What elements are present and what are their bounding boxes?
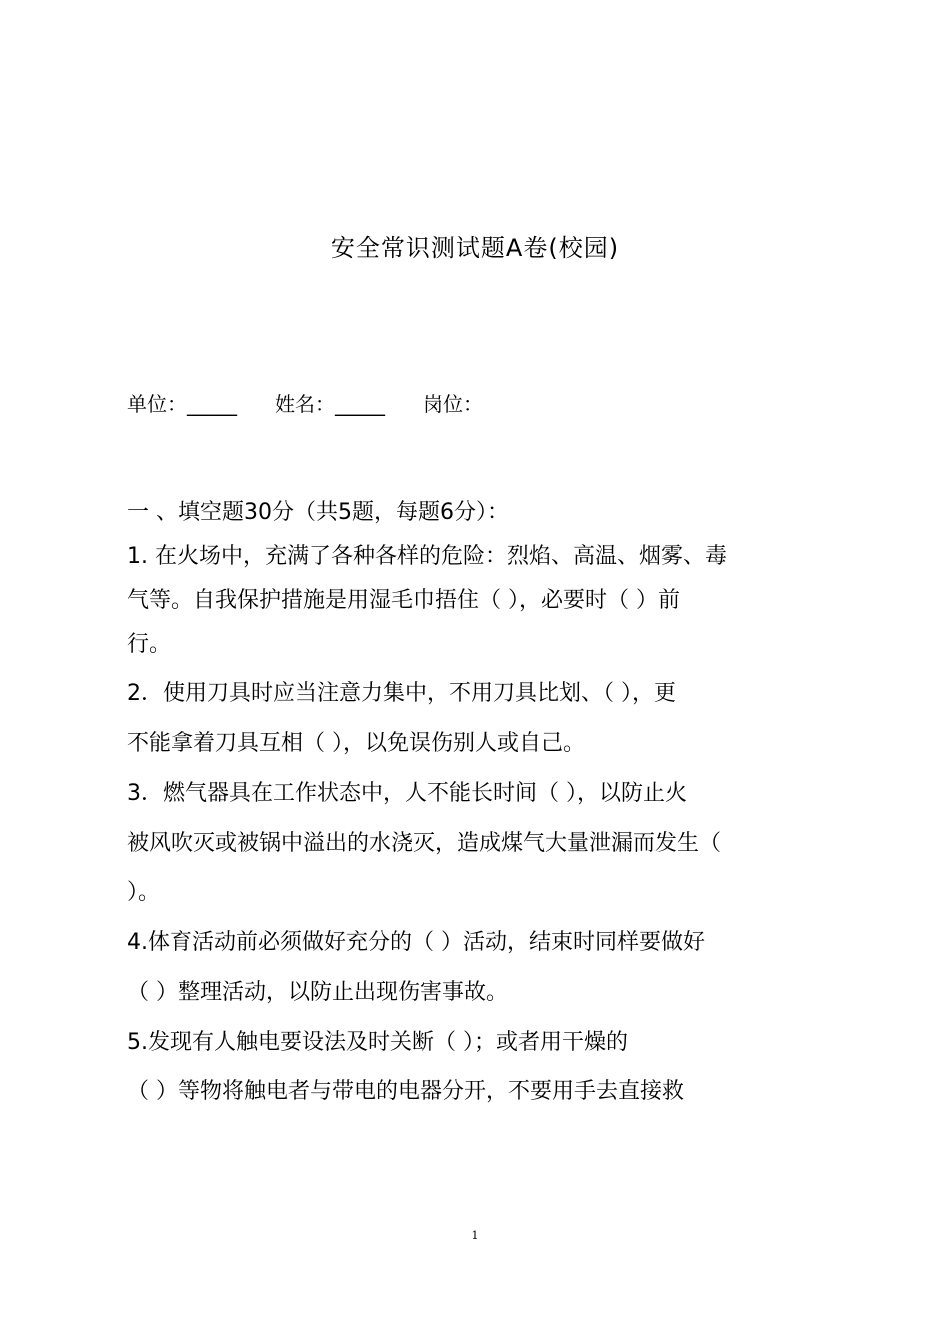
question-line: ）。	[127, 880, 161, 905]
question-line: 行。	[127, 632, 172, 657]
question-line: 2．使用刀具时应当注意力集中，不用刀具比划、（ ），更	[127, 681, 676, 706]
section-heading: 一 、填空题30分（共5题，每题6分）：	[127, 500, 509, 525]
question-line: （ ）整理活动，以防止出现伤害事故。	[127, 980, 508, 1005]
unit-field: 单位：_____	[127, 392, 237, 416]
question-line: 不能拿着刀具互相（ ），以免误伤别人或自己。	[127, 731, 585, 756]
question-line: 气等。自我保护措施是用湿毛巾捂住（ ），必要时（ ）前	[127, 588, 680, 613]
info-line	[127, 388, 483, 417]
question-line: （ ）等物将触电者与带电的电器分开，不要用手去直接救	[127, 1079, 684, 1104]
post-field: 岗位：	[423, 392, 483, 416]
question-line: 被风吹灭或被锅中溢出的水浇灭，造成煤气大量泄漏而发生（	[127, 831, 722, 856]
page-title: 安全常识测试题A卷(校园)	[330, 234, 620, 262]
name-field: 姓名：_____	[275, 392, 385, 416]
page-number: 1	[471, 1229, 479, 1242]
question-line: 3．燃气器具在工作状态中，人不能长时间（ ），以防止火	[127, 781, 687, 806]
question-line: 5.发现有人触电要设法及时关断（ ）；或者用干燥的	[127, 1030, 628, 1055]
question-line: 1. 在火场中，充满了各种各样的危险：烈焰、高温、烟雾、毒	[127, 544, 727, 569]
question-line: 4.体育活动前必须做好充分的（ ）活动，结束时同样要做好	[127, 930, 705, 955]
